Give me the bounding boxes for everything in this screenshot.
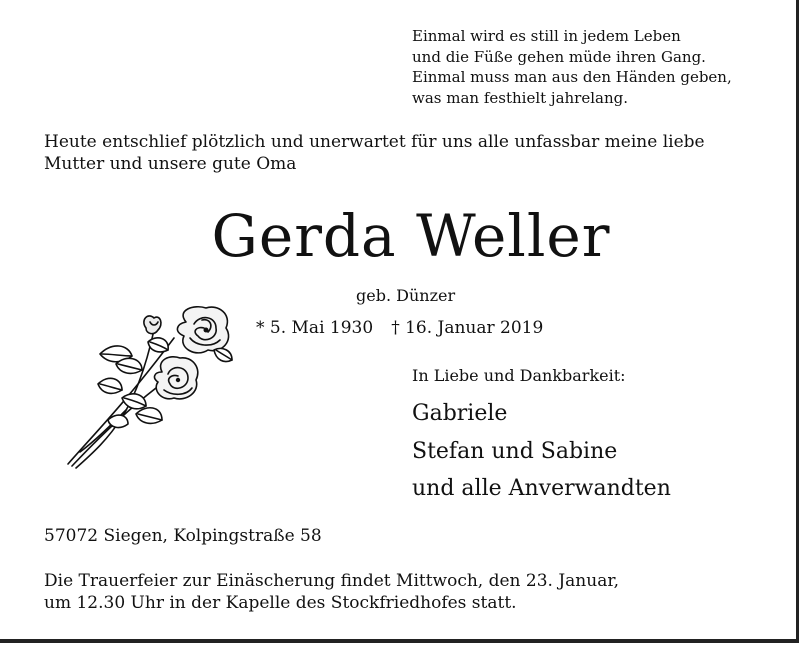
poem: [412, 26, 732, 108]
address: 57072 Siegen, Kolpingstraße 58: [44, 526, 322, 546]
ceremony-line: um 12.30 Uhr in der Kapelle des Stockfriedhofes statt.: [44, 593, 517, 613]
poem-line: und die Füße gehen müde ihren Gang.: [412, 47, 706, 66]
rose-icon: [66, 302, 246, 470]
thanks-intro: In Liebe und Dankbarkeit:: [412, 366, 626, 385]
mourner-name: Stefan und Sabine: [412, 438, 618, 464]
ceremony-line: Die Trauerfeier zur Einäscherung findet Mittwoch, den 23. Januar,: [44, 571, 619, 591]
deceased-name: Gerda Weller: [211, 202, 611, 270]
ceremony-notice: [44, 570, 619, 614]
mourner-name: Gabriele: [412, 401, 508, 426]
birth-date: * 5. Mai 1930: [256, 318, 374, 338]
life-dates: [256, 318, 543, 338]
intro-text: [44, 131, 705, 175]
intro-line: Heute entschlief plötzlich und unerwartet für uns alle unfassbar meine liebe: [44, 132, 705, 152]
intro-line: Mutter und unsere gute Oma: [44, 154, 297, 174]
poem-line: Einmal muss man aus den Händen geben,: [412, 68, 732, 86]
death-date: † 16. Januar 2019: [391, 318, 544, 338]
mourner-list: [412, 395, 671, 508]
mourner-name: und alle Anverwandten: [412, 476, 671, 501]
poem-line: was man festhielt jahrelang.: [412, 88, 628, 107]
poem-line: Einmal wird es still in jedem Leben: [412, 27, 681, 45]
maiden-name: geb. Dünzer: [356, 286, 456, 305]
